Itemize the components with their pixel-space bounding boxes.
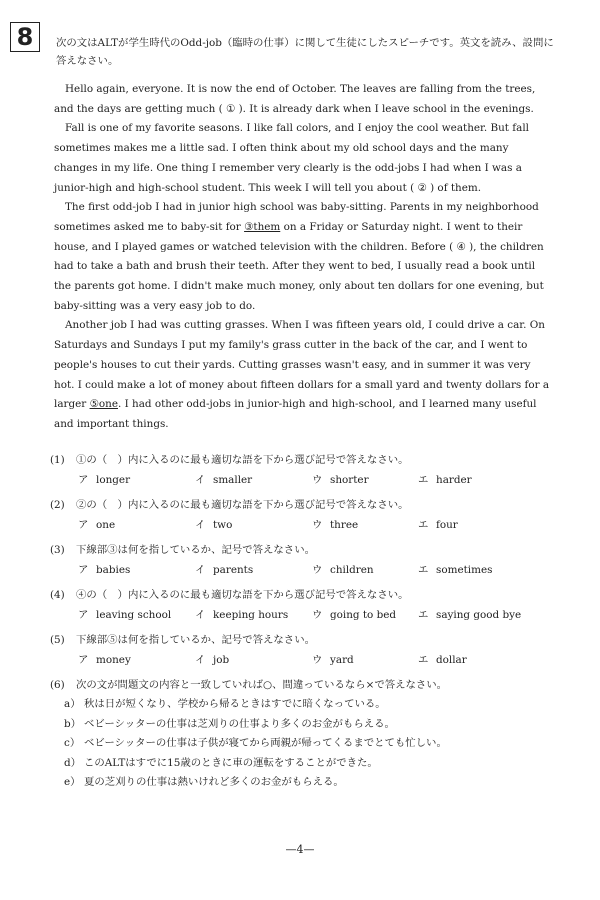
option-value: keeping hours: [213, 609, 289, 621]
option-value: babies: [96, 564, 131, 576]
option-value: smaller: [213, 474, 253, 486]
answer-option: [418, 560, 560, 580]
option-value: going to bed: [330, 609, 397, 621]
answer-option: [312, 470, 418, 490]
option-key: ウ: [312, 654, 323, 666]
question-number: (3): [50, 544, 65, 556]
passage-text: The first odd-job I had in junior high school was baby-sitting. Parents in my neighborhood sometimes asked me to baby-sit for: [54, 201, 539, 233]
option-value: leaving school: [96, 609, 172, 621]
option-value: four: [436, 519, 458, 531]
option-value: harder: [436, 474, 472, 486]
option-key: ウ: [312, 564, 323, 576]
answer-option: [312, 515, 418, 535]
option-value: sometimes: [436, 564, 493, 576]
true-false-statement: [64, 695, 560, 715]
option-value: one: [96, 519, 116, 531]
answer-options: [78, 560, 560, 580]
question-text: ②の（ ）内に入るのに最も適切な語を下から選び記号で答えなさい。: [76, 499, 409, 511]
answer-option: [78, 605, 195, 625]
option-value: longer: [96, 474, 131, 486]
true-false-statement: [64, 715, 560, 735]
option-key: ア: [78, 519, 89, 531]
question-number: (4): [50, 589, 65, 601]
question-list: [50, 450, 560, 793]
option-key: イ: [195, 654, 206, 666]
answer-option: [195, 650, 312, 670]
option-value: saying good bye: [436, 609, 522, 621]
true-false-statement: [64, 754, 560, 774]
option-key: ア: [78, 654, 89, 666]
statement-key: c）: [64, 737, 81, 749]
question-number: (5): [50, 634, 65, 646]
option-key: ウ: [312, 474, 323, 486]
instructions: 次の文はALTが学生時代のOdd-job（臨時の仕事）に関して生徒にしたスピーチです。英文を読み、設問に答えなさい。: [56, 37, 554, 67]
answer-option: [195, 605, 312, 625]
option-key: ア: [78, 474, 89, 486]
answer-option: [312, 650, 418, 670]
option-value: two: [213, 519, 233, 531]
answer-options: [78, 650, 560, 670]
answer-option: [418, 515, 560, 535]
answer-options: [78, 515, 560, 535]
question-4: [50, 585, 560, 625]
passage-paragraph: [54, 80, 554, 119]
statement-text: ベビーシッターの仕事は子供が寝てから両親が帰ってくるまでとても忙しい。: [84, 737, 447, 749]
option-key: ウ: [312, 609, 323, 621]
passage-text: Another job I had was cutting grasses. When I was fifteen years old, I could drive a car. On Saturdays and Sundays I put my family's grass cutter in the back of the car, and I went to people's houses to cut their yards. Cutting grasses wasn't easy, and in summer it was very hot. I could make a lot of money about fifteen dollars for a small yard and twenty dollars for a larger: [54, 319, 550, 411]
answer-option: [418, 470, 560, 490]
option-key: ウ: [312, 519, 323, 531]
question-number: (2): [50, 499, 65, 511]
underlined-text: ⑤one: [89, 398, 118, 411]
option-key: ア: [78, 609, 89, 621]
statement-text: ベビーシッターの仕事は芝刈りの仕事より多くのお金がもらえる。: [84, 717, 395, 730]
question-number-box: 8: [10, 22, 40, 52]
passage-paragraph: [54, 316, 554, 434]
statement-text: 夏の芝刈りの仕事は熱いけれど多くのお金がもらえる。: [84, 776, 344, 788]
question-number: (1): [50, 454, 65, 466]
answer-option: [78, 650, 195, 670]
passage-text: . I had other odd-jobs in junior-high and high-school, and I learned many useful and important things.: [54, 398, 537, 430]
passage-text: Fall is one of my favorite seasons. I like fall colors, and I enjoy the cool weather. But fall sometimes makes me a little sad. I often think about my old school days and the many changes in my life. One thing I remember very clearly is the odd-jobs I had when I was a junior-high and high-school student. This week I will tell you about ( ② ) of them.: [54, 122, 529, 194]
option-value: money: [96, 654, 131, 666]
option-key: エ: [418, 519, 429, 531]
statement-key: b）: [64, 717, 82, 730]
question-3: [50, 540, 560, 580]
answer-option: [312, 560, 418, 580]
option-value: shorter: [330, 474, 369, 486]
answer-option: [195, 515, 312, 535]
question-6: [50, 675, 560, 793]
option-value: three: [330, 519, 359, 531]
answer-option: [78, 470, 195, 490]
question-text: 次の文が問題文の内容と一致していれば○、間違っているなら×で答えなさい。: [76, 679, 448, 691]
answer-option: [418, 650, 560, 670]
question-text: ①の（ ）内に入るのに最も適切な語を下から選び記号で答えなさい。: [76, 454, 409, 466]
answer-option: [418, 605, 560, 625]
reading-passage: [54, 80, 554, 435]
passage-text: on a Friday or Saturday night. I went to their house, and I played games or watched television with the children. Before ( ④ ), the children had to take a bath and brush their teeth. After they went to bed, I usually read a book until the parents got home. I didn't make much money, only about ten dollars for one evening, but baby-sitting was a very easy job to do.: [54, 220, 544, 312]
answer-option: [312, 605, 418, 625]
question-text: ④の（ ）内に入るのに最も適切な語を下から選び記号で答えなさい。: [76, 589, 409, 601]
answer-option: [78, 560, 195, 580]
option-key: イ: [195, 474, 206, 486]
option-key: イ: [195, 564, 206, 576]
passage-text: Hello again, everyone. It is now the end of October. The leaves are falling from the trees, and the days are getting much ( ① ). It is already dark when I leave school in the evenings.: [54, 83, 536, 115]
true-false-statement: [64, 773, 560, 793]
option-key: エ: [418, 654, 429, 666]
answer-options: [78, 605, 560, 625]
option-value: dollar: [436, 654, 467, 666]
question-1: [50, 450, 560, 490]
passage-paragraph: [54, 198, 554, 316]
underlined-text: ③them: [244, 220, 281, 233]
statement-text: このALTはすでに15歳のときに車の運転をすることができた。: [84, 756, 378, 769]
statement-key: e）: [64, 776, 81, 788]
option-key: イ: [195, 609, 206, 621]
option-key: エ: [418, 474, 429, 486]
statement-key: d）: [64, 756, 82, 769]
passage-paragraph: [54, 119, 554, 198]
question-number: (6): [50, 679, 65, 691]
option-value: job: [213, 654, 230, 666]
option-key: エ: [418, 609, 429, 621]
option-value: yard: [330, 654, 354, 666]
question-text: 下線部③は何を指しているか、記号で答えなさい。: [76, 544, 315, 556]
answer-options: [78, 470, 560, 490]
statement-text: 秋は日が短くなり、学校から帰るときはすでに暗くなっている。: [84, 698, 386, 710]
option-key: ア: [78, 564, 89, 576]
answer-option: [195, 560, 312, 580]
answer-option: [78, 515, 195, 535]
option-value: parents: [213, 564, 254, 576]
answer-option: [195, 470, 312, 490]
page-number: —4—: [285, 843, 315, 856]
question-2: [50, 495, 560, 535]
true-false-statement: [64, 734, 560, 754]
question-5: [50, 630, 560, 670]
question-text: 下線部⑤は何を指しているか、記号で答えなさい。: [76, 634, 315, 646]
option-value: children: [330, 564, 374, 576]
statement-key: a）: [64, 698, 81, 710]
option-key: エ: [418, 564, 429, 576]
option-key: イ: [195, 519, 206, 531]
